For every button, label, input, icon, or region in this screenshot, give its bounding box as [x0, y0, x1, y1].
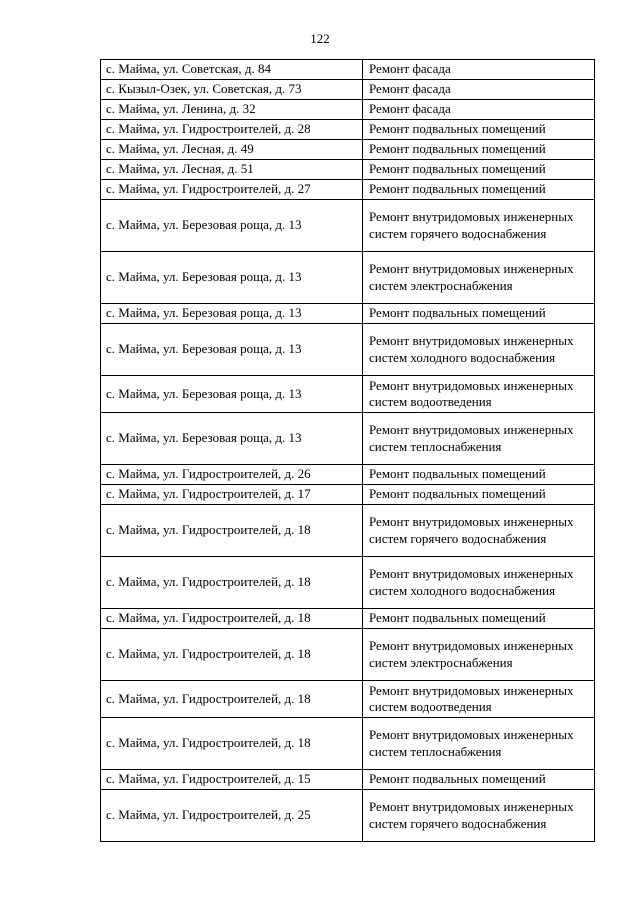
table-row	[101, 60, 595, 80]
table-row	[101, 609, 595, 629]
work-type-cell: Ремонт подвальных помещений	[363, 465, 595, 485]
table-row	[101, 120, 595, 140]
address-cell: с. Майма, ул. Гидростроителей, д. 18	[101, 718, 363, 770]
work-type-cell: Ремонт подвальных помещений	[363, 609, 595, 629]
address-cell: с. Майма, ул. Березовая роща, д. 13	[101, 376, 363, 413]
address-cell: с. Майма, ул. Березовая роща, д. 13	[101, 304, 363, 324]
work-type-cell: Ремонт подвальных помещений	[363, 180, 595, 200]
work-type-cell: Ремонт фасада	[363, 80, 595, 100]
address-cell: с. Майма, ул. Гидростроителей, д. 17	[101, 485, 363, 505]
table-row	[101, 770, 595, 790]
work-type-cell: Ремонт подвальных помещений	[363, 160, 595, 180]
work-type-cell: Ремонт фасада	[363, 100, 595, 120]
work-type-cell: Ремонт внутридомовых инженерных систем теплоснабжения	[363, 718, 595, 770]
repair-works-table	[100, 59, 595, 842]
table-row	[101, 160, 595, 180]
table-row	[101, 140, 595, 160]
address-cell: с. Майма, ул. Гидростроителей, д. 18	[101, 629, 363, 681]
address-cell: с. Кызыл-Озек, ул. Советская, д. 73	[101, 80, 363, 100]
table-row	[101, 465, 595, 485]
address-cell: с. Майма, ул. Ленина, д. 32	[101, 100, 363, 120]
work-type-cell: Ремонт подвальных помещений	[363, 770, 595, 790]
address-cell: с. Майма, ул. Гидростроителей, д. 27	[101, 180, 363, 200]
work-type-cell: Ремонт внутридомовых инженерных систем электроснабжения	[363, 252, 595, 304]
table-row	[101, 100, 595, 120]
address-cell: с. Майма, ул. Гидростроителей, д. 18	[101, 609, 363, 629]
address-cell: с. Майма, ул. Березовая роща, д. 13	[101, 200, 363, 252]
work-type-cell: Ремонт внутридомовых инженерных систем горячего водоснабжения	[363, 505, 595, 557]
page-number: 122	[310, 31, 330, 46]
address-cell: с. Майма, ул. Гидростроителей, д. 18	[101, 557, 363, 609]
table-row	[101, 200, 595, 252]
address-cell: с. Майма, ул. Советская, д. 84	[101, 60, 363, 80]
address-cell: с. Майма, ул. Гидростроителей, д. 28	[101, 120, 363, 140]
work-type-cell: Ремонт внутридомовых инженерных систем горячего водоснабжения	[363, 200, 595, 252]
address-cell: с. Майма, ул. Лесная, д. 51	[101, 160, 363, 180]
table-row	[101, 252, 595, 304]
work-type-cell: Ремонт внутридомовых инженерных систем теплоснабжения	[363, 413, 595, 465]
table-row	[101, 80, 595, 100]
work-type-cell: Ремонт внутридомовых инженерных систем электроснабжения	[363, 629, 595, 681]
table-row	[101, 718, 595, 770]
table-row	[101, 505, 595, 557]
work-type-cell: Ремонт внутридомовых инженерных систем холодного водоснабжения	[363, 557, 595, 609]
work-type-cell: Ремонт фасада	[363, 60, 595, 80]
table-row	[101, 681, 595, 718]
address-cell: с. Майма, ул. Гидростроителей, д. 26	[101, 465, 363, 485]
address-cell: с. Майма, ул. Березовая роща, д. 13	[101, 413, 363, 465]
table-row	[101, 413, 595, 465]
table-row	[101, 324, 595, 376]
address-cell: с. Майма, ул. Гидростроителей, д. 18	[101, 681, 363, 718]
work-type-cell: Ремонт внутридомовых инженерных систем водоотведения	[363, 376, 595, 413]
table-row	[101, 180, 595, 200]
address-cell: с. Майма, ул. Гидростроителей, д. 15	[101, 770, 363, 790]
address-cell: с. Майма, ул. Гидростроителей, д. 18	[101, 505, 363, 557]
address-cell: с. Майма, ул. Березовая роща, д. 13	[101, 324, 363, 376]
work-type-cell: Ремонт подвальных помещений	[363, 120, 595, 140]
table-body	[101, 60, 595, 842]
work-type-cell: Ремонт внутридомовых инженерных систем горячего водоснабжения	[363, 790, 595, 842]
work-type-cell: Ремонт подвальных помещений	[363, 485, 595, 505]
address-cell: с. Майма, ул. Березовая роща, д. 13	[101, 252, 363, 304]
table-row	[101, 629, 595, 681]
work-type-cell: Ремонт подвальных помещений	[363, 140, 595, 160]
work-type-cell: Ремонт подвальных помещений	[363, 304, 595, 324]
address-cell: с. Майма, ул. Гидростроителей, д. 25	[101, 790, 363, 842]
table-row	[101, 557, 595, 609]
table-row	[101, 485, 595, 505]
work-type-cell: Ремонт внутридомовых инженерных систем водоотведения	[363, 681, 595, 718]
work-type-cell: Ремонт внутридомовых инженерных систем холодного водоснабжения	[363, 324, 595, 376]
table-row	[101, 790, 595, 842]
table-row	[101, 376, 595, 413]
table-row	[101, 304, 595, 324]
address-cell: с. Майма, ул. Лесная, д. 49	[101, 140, 363, 160]
